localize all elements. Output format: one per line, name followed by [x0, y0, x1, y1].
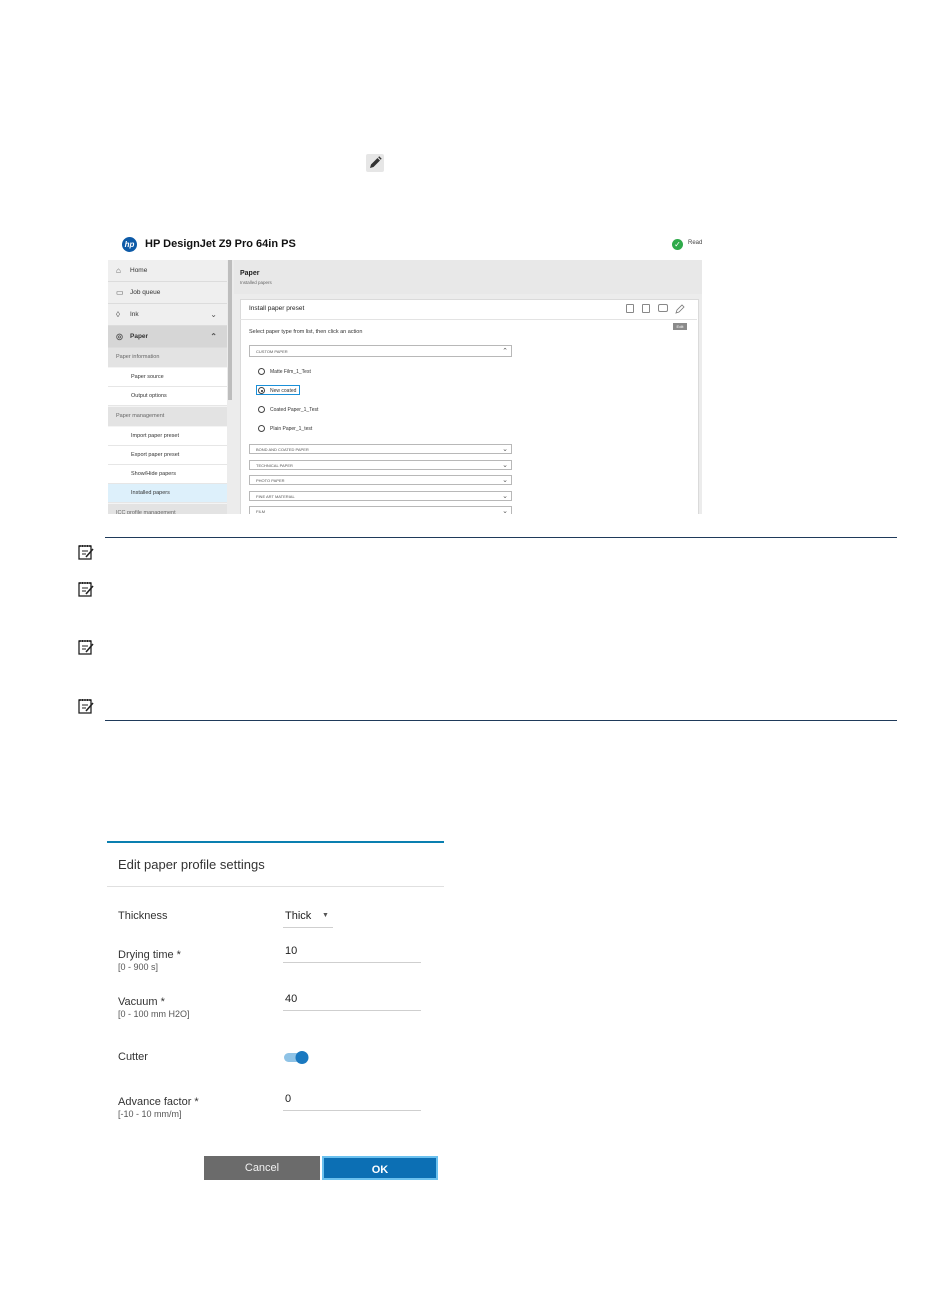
vacuum-label: Vacuum * — [118, 996, 165, 1008]
card-title: Install paper preset — [249, 305, 305, 312]
category-photo[interactable] — [249, 475, 512, 485]
radio-paper[interactable] — [258, 368, 265, 375]
sidebar-item-show-hide-papers[interactable]: Show/Hide papers — [108, 465, 227, 484]
advance-factor-underline — [283, 1110, 421, 1111]
thickness-select[interactable]: Thick — [285, 910, 312, 922]
chevron-down-icon: ⌄ — [502, 493, 508, 500]
radio-paper[interactable] — [258, 425, 265, 432]
dialog-accent-line — [107, 841, 444, 843]
paper-icon: ◎ — [116, 332, 123, 341]
sidebar-item-import-paper-preset[interactable]: Import paper preset — [108, 427, 227, 446]
drying-time-input[interactable]: 10 — [285, 945, 298, 957]
edit-badge[interactable]: Edit — [673, 323, 687, 330]
page-title: Paper — [240, 270, 260, 277]
category-label: PHOTO PAPER — [256, 478, 285, 483]
radio-paper-selected[interactable] — [258, 387, 265, 394]
drying-time-underline — [283, 962, 421, 963]
category-technical[interactable] — [249, 460, 512, 470]
chevron-up-icon: ⌃ — [210, 332, 217, 341]
dropdown-arrow-icon[interactable]: ▼ — [322, 912, 329, 919]
radio-paper[interactable] — [258, 406, 265, 413]
chevron-down-icon: ⌄ — [502, 462, 508, 469]
dialog-divider — [107, 886, 444, 887]
note-rule-bottom — [105, 720, 897, 721]
chevron-down-icon: ⌄ — [502, 508, 508, 514]
sidebar-item-home[interactable] — [108, 260, 227, 282]
category-label: FILM — [256, 509, 266, 514]
category-label: FINE ART MATERIAL — [256, 494, 295, 499]
status-ok-icon: ✓ — [672, 239, 683, 250]
sidebar-scrollbar[interactable] — [228, 260, 232, 400]
ok-button[interactable]: OK — [322, 1156, 438, 1180]
cancel-button[interactable]: Cancel — [204, 1156, 320, 1180]
page-subtitle: Installed papers — [240, 280, 272, 285]
advance-factor-range: [-10 - 10 mm/m] — [118, 1109, 182, 1119]
sidebar-item-label: Home — [130, 267, 148, 274]
category-bond-coated[interactable] — [249, 444, 512, 454]
section-heading-paper-information: Paper information — [108, 348, 227, 367]
advance-factor-input[interactable]: 0 — [285, 1093, 292, 1105]
card-divider — [240, 319, 697, 320]
section-heading-paper-management: Paper management — [108, 407, 227, 426]
drying-time-label: Drying time * — [118, 949, 181, 961]
sidebar-item-export-paper-preset[interactable]: Export paper preset — [108, 446, 227, 465]
sidebar-item-label: Paper — [130, 333, 149, 340]
paper-option-label: Coated Paper_1_Test — [270, 407, 319, 413]
note-icon — [77, 543, 95, 561]
vacuum-input[interactable]: 40 — [285, 993, 298, 1005]
category-fine-art[interactable] — [249, 491, 512, 501]
cutter-label: Cutter — [118, 1051, 148, 1063]
hp-logo: hp — [122, 237, 137, 252]
vacuum-underline — [283, 1010, 421, 1011]
edit-paper-profile-dialog — [107, 841, 444, 1186]
advance-factor-label: Advance factor * — [118, 1096, 199, 1108]
sidebar-item-output-options[interactable]: Output options — [108, 387, 227, 406]
paper-option-label: New coated — [270, 388, 297, 394]
page-header — [234, 260, 702, 294]
chevron-up-icon: ⌃ — [502, 348, 508, 355]
pencil-icon — [366, 154, 384, 172]
note-rule-top — [105, 537, 897, 538]
sidebar-item-label: Ink — [130, 311, 139, 318]
paper-option-label: Matte Film_1_Test — [270, 369, 311, 375]
category-label: CUSTOM PAPER — [256, 349, 288, 354]
category-label: TECHNICAL PAPER — [256, 463, 293, 468]
category-label: BOND AND COATED PAPER — [256, 447, 309, 452]
app-title: HP DesignJet Z9 Pro 64in PS — [145, 238, 296, 250]
vacuum-range: [0 - 100 mm H2O] — [118, 1009, 190, 1019]
thickness-label: Thickness — [118, 910, 168, 922]
sidebar-item-ink[interactable] — [108, 304, 227, 326]
note-icon — [77, 580, 95, 598]
sidebar-item-paper[interactable] — [108, 326, 227, 348]
sidebar-item-label: Job queue — [130, 289, 161, 296]
chevron-down-icon: ⌄ — [502, 446, 508, 453]
sidebar-item-paper-source[interactable]: Paper source — [108, 368, 227, 387]
queue-icon: ▭ — [116, 288, 124, 297]
thickness-underline — [283, 927, 333, 928]
note-icon — [77, 638, 95, 656]
dialog-title: Edit paper profile settings — [118, 857, 265, 872]
delete-icon[interactable] — [642, 304, 650, 313]
category-film[interactable] — [249, 506, 512, 514]
sidebar-item-job-queue[interactable] — [108, 282, 227, 304]
chevron-down-icon: ⌄ — [502, 477, 508, 484]
instruction-text: Select paper type from list, then click an action — [249, 329, 363, 335]
paper-option-label: Plain Paper_1_test — [270, 426, 313, 432]
category-custom-paper[interactable] — [249, 345, 512, 357]
export-icon[interactable] — [658, 304, 668, 312]
ink-drop-icon: ◊ — [116, 310, 120, 319]
note-icon — [77, 697, 95, 715]
status-text: Read — [688, 240, 702, 246]
cutter-toggle[interactable] — [283, 1049, 311, 1065]
home-icon: ⌂ — [116, 266, 121, 275]
section-heading-icc: ICC profile management — [108, 504, 227, 514]
ews-screenshot — [108, 232, 702, 514]
chevron-down-icon: ⌄ — [210, 310, 217, 319]
sidebar — [108, 260, 227, 514]
edit-icon[interactable] — [675, 304, 685, 314]
sidebar-item-installed-papers[interactable]: Installed papers — [108, 484, 227, 503]
drying-time-range: [0 - 900 s] — [118, 962, 159, 972]
copy-icon[interactable] — [626, 304, 634, 313]
